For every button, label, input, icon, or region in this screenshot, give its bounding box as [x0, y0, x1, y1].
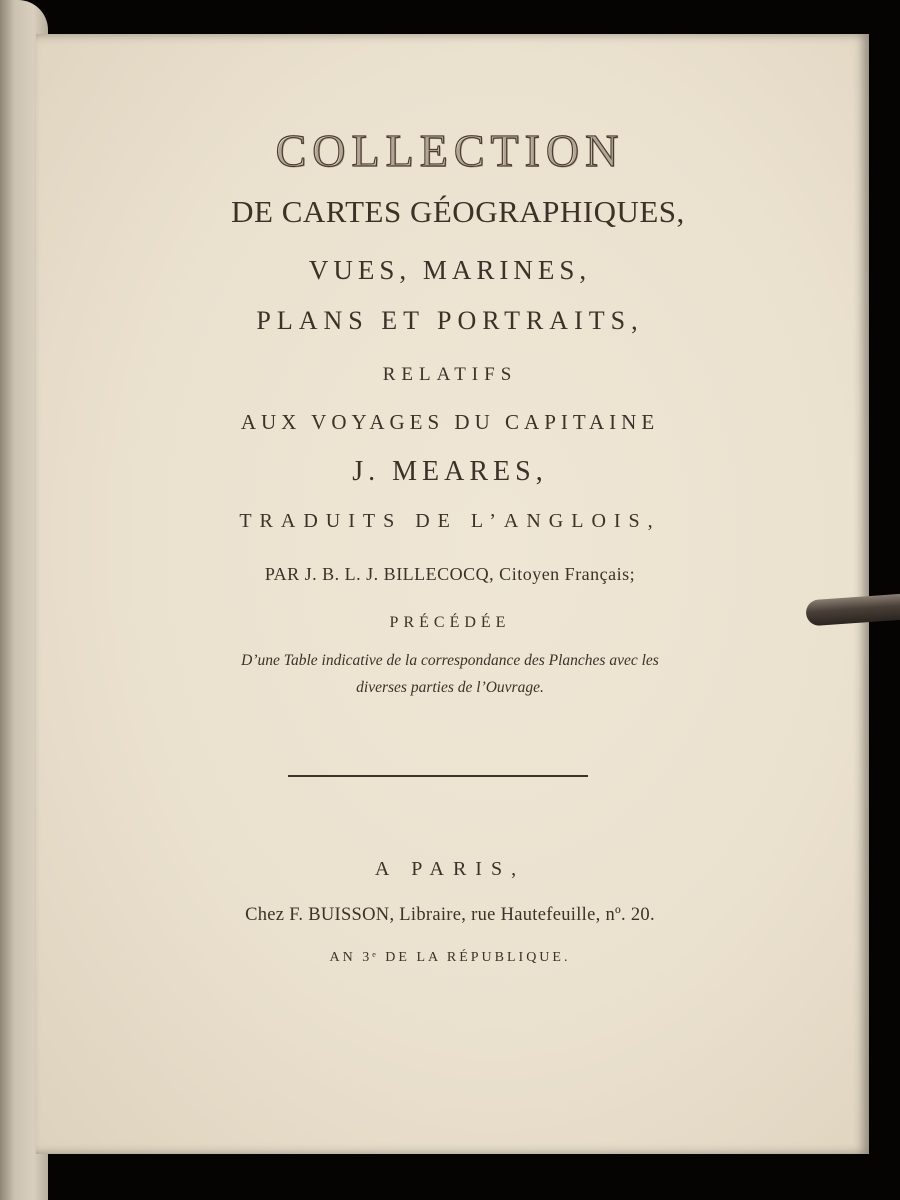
subtitle-line-3: PLANS ET PORTRAITS, [256, 306, 644, 335]
author-name: J. MEARES, [352, 456, 548, 487]
imprint-place: A PARIS, [374, 858, 526, 880]
preceded-heading: PRÉCÉDÉE [389, 614, 511, 631]
subtitle-line-1: DE CARTES GÉOGRAPHIQUES, [231, 194, 685, 229]
table-description-line-2: diverses parties de l’Ouvrage. [356, 679, 544, 696]
translation-note: TRADUITS DE L’ANGLOIS, [239, 510, 661, 532]
main-title: COLLECTION [275, 125, 625, 176]
translator-credit: PAR J. B. L. J. BILLECOCQ, Citoyen Français; [264, 564, 636, 584]
table-description-line-1: D’une Table indicative de la correspondance des Planches avec les [241, 652, 659, 669]
imprint-publisher: Chez F. BUISSON, Libraire, rue Hautefeuille, nº. 20. [245, 905, 655, 925]
subtitle-line-2: VUES, MARINES, [308, 255, 592, 285]
horizontal-rule [288, 775, 588, 777]
imprint-date: AN 3ᵉ DE LA RÉPUBLIQUE. [329, 950, 571, 965]
subtitle-line-5: AUX VOYAGES DU CAPITAINE [240, 410, 660, 434]
subtitle-line-4: RELATIFS [382, 364, 518, 385]
